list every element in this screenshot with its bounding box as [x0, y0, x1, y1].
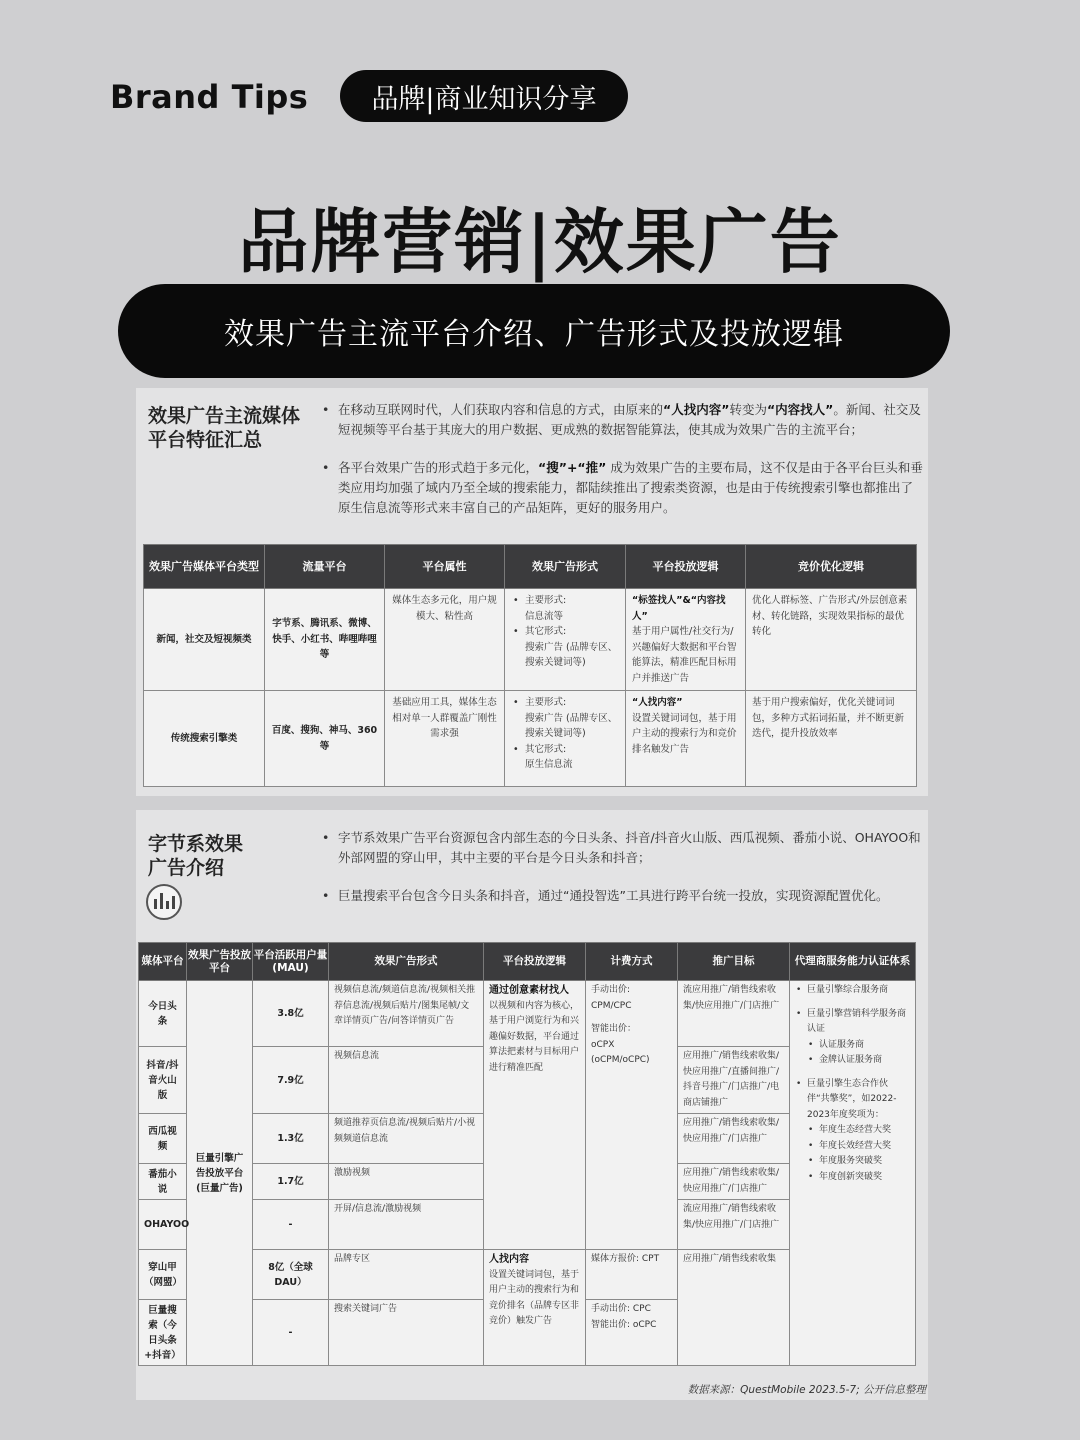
table-row [144, 589, 917, 691]
media-name: 番茄小说 [139, 1164, 187, 1200]
mau-value: 1.3亿 [253, 1114, 329, 1164]
col-header-certification: 代理商服务能力认证体系 [790, 943, 916, 981]
col-header-bid: 竞价优化逻辑 [746, 545, 917, 589]
mau-value: - [253, 1300, 329, 1366]
media-name: 西瓜视频 [139, 1114, 187, 1164]
row-logic: “人找内容” 设置关键词词包，基于用户主动的搜索行为和竞价排名触发广告 [626, 691, 746, 787]
bar-chart-icon [146, 884, 182, 920]
ad-form: 搜索关键词广告 [329, 1300, 484, 1366]
media-name: 今日头条 [139, 981, 187, 1047]
col-header-ad-form: 效果广告形式 [329, 943, 484, 981]
promo-goal: 流应用推广/销售线索收集/快应用推广/门店推广 [678, 1200, 790, 1250]
section1-title [148, 404, 300, 452]
promo-goal: 应用推广/销售线索收集/快应用推广/直播间推广/抖音号推广/门店推广/电商店铺推广 [678, 1047, 790, 1114]
category-pill: 品牌|商业知识分享 [340, 70, 628, 122]
row-attr: 基础应用工具，媒体生态相对单一人群覆盖广刚性需求强 [385, 691, 505, 787]
row-logic: “标签找人”&“内容找人” 基于用户属性/社交行为/兴趣偏好大数据和平台智能算法，精准匹配目标用户并推送广告 [626, 589, 746, 691]
row-platform: 字节系、腾讯系、微博、快手、小红书、哔哩哔哩等 [265, 589, 385, 691]
billing-3: 手动出价: CPC 智能出价: oCPC [586, 1300, 678, 1366]
col-header-form: 效果广告形式 [505, 545, 626, 589]
mau-value: 1.7亿 [253, 1164, 329, 1200]
section1-bullets [320, 400, 924, 518]
delivery-logic-1: 通过创意素材找人 以视频和内容为核心，基于用户浏览行为和兴趣偏好数据，平台通过算法把素材与目标用户进行精准匹配 [484, 981, 586, 1250]
promo-goal: 应用推广/销售线索收集 [678, 1250, 790, 1366]
row-type: 传统搜索引擎类 [144, 691, 265, 787]
row-attr: 媒体生态多元化，用户规模大、粘性高 [385, 589, 505, 691]
billing-1: 手动出价: CPM/CPC 智能出价： oCPX (oCPM/oCPC) [586, 981, 678, 1250]
promo-goal: 流应用推广/销售线索收集/快应用推广/门店推广 [678, 981, 790, 1047]
media-name: 穿山甲（网盟） [139, 1250, 187, 1300]
section2-bullet-1: • 字节系效果广告平台资源包含内部生态的今日头条、抖音/抖音火山版、西瓜视频、番茄小说、OHAYOO和外部网盟的穿山甲，其中主要的平台是今日头条和抖音； [320, 828, 924, 868]
section2-title [148, 832, 243, 880]
certification-cell: • 巨量引擎综合服务商 • 巨量引擎营销科学服务商认证 • 认证服务商 • 金牌认证服务商 • 巨量引擎生态合作伙伴“共擎奖”，如2022-2023年度奖项为： • 年度生态经营大奖 • 年度长效经营大奖 • 年度服务突破奖 • 年度创新突破奖 [790, 981, 916, 1366]
col-header-mau: 平台活跃用户量(MAU) [253, 943, 329, 981]
brand-tips-label: Brand Tips [110, 78, 309, 116]
table-row [139, 981, 916, 1047]
mau-value: 3.8亿 [253, 981, 329, 1047]
section2-bullets [320, 828, 924, 906]
media-name: OHAYOO [139, 1200, 187, 1250]
col-header-media: 媒体平台 [139, 943, 187, 981]
billing-2: 媒体方报价: CPT [586, 1250, 678, 1300]
mau-value: 7.9亿 [253, 1047, 329, 1114]
section1-title-line1: 效果广告主流媒体 [148, 405, 301, 427]
subtitle-banner: 效果广告主流平台介绍、广告形式及投放逻辑 [118, 284, 950, 378]
col-header-attr: 平台属性 [385, 545, 505, 589]
section2-title-line2: 广告介绍 [148, 857, 225, 879]
col-header-ad-platform: 效果广告投放平台 [187, 943, 253, 981]
delivery-logic-2: 人找内容 设置关键词词包，基于用户主动的搜索行为和竞价排名（品牌专区非竞价）触发广告 [484, 1250, 586, 1366]
mau-value: - [253, 1200, 329, 1250]
ad-form: 激励视频 [329, 1164, 484, 1200]
col-header-delivery-logic: 平台投放逻辑 [484, 943, 586, 981]
media-name: 巨量搜索（今日头条+抖音） [139, 1300, 187, 1366]
col-header-traffic: 流量平台 [265, 545, 385, 589]
ad-form: 频道推荐页信息流/视频后贴片/小视频频道信息流 [329, 1114, 484, 1164]
section1-title-line2: 平台特征汇总 [148, 429, 263, 451]
ad-form: 开屏/信息流/激励视频 [329, 1200, 484, 1250]
data-source-note: 数据来源：QuestMobile 2023.5-7; 公开信息整理 [687, 1384, 926, 1396]
col-header-billing: 计费方式 [586, 943, 678, 981]
section2-title-line1: 字节系效果 [148, 833, 244, 855]
ad-form: 视频信息流/频道信息流/视频相关推荐信息流/视频后贴片/图集尾帧/文章详情页广告/问答详情页广告 [329, 981, 484, 1047]
bar-chart-icon-bar [166, 901, 169, 909]
ad-form: 品牌专区 [329, 1250, 484, 1300]
section2-bullet-2: • 巨量搜索平台包含今日头条和抖音，通过“通投智选”工具进行跨平台统一投放，实现资源配置优化。 [320, 886, 924, 906]
promo-goal: 应用推广/销售线索收集/快应用推广/门店推广 [678, 1164, 790, 1200]
row-form: • 主要形式: 搜索广告 (品牌专区、搜索关键词等) • 其它形式: 原生信息流 [505, 691, 626, 787]
ad-form: 视频信息流 [329, 1047, 484, 1114]
row-type: 新闻，社交及短视频类 [144, 589, 265, 691]
col-header-type: 效果广告媒体平台类型 [144, 545, 265, 589]
col-header-goal: 推广目标 [678, 943, 790, 981]
media-name: 抖音/抖音火山版 [139, 1047, 187, 1114]
row-bid: 基于用户搜索偏好，优化关键词词包，多种方式拓词拓量，并不断更新迭代，提升投放效率 [746, 691, 917, 787]
bar-chart-icon-bar [160, 893, 163, 909]
page-title: 品牌营销|效果广告 [238, 200, 842, 283]
section1-bullet-1: • 在移动互联网时代，人们获取内容和信息的方式，由原来的“人找内容”转变为“内容找人”。新闻、社交及短视频等平台基于其庞大的用户数据、更成熟的数据智能算法，使其成为效果广告的主流平台； [320, 400, 924, 440]
ad-platform-cell: 巨量引擎广告投放平台(巨量广告) [187, 981, 253, 1366]
col-header-logic: 平台投放逻辑 [626, 545, 746, 589]
bar-chart-icon-bar [172, 896, 175, 909]
section1-bullet-2: • 各平台效果广告的形式趋于多元化，“搜”+“推” 成为效果广告的主要布局，这不仅是由于各平台巨头和垂类应用均加强了域内乃至全域的搜索能力，都陆续推出了搜索类资源，也是由于传统搜索引擎也都推出了原生信息流等形式来丰富自己的产品矩阵，更好的服务用户。 [320, 458, 924, 518]
table-row [144, 691, 917, 787]
bytedance-table [138, 942, 916, 1366]
media-platform-table [143, 544, 917, 787]
bar-chart-icon-bar [154, 899, 157, 909]
mau-value: 8亿（全球DAU） [253, 1250, 329, 1300]
promo-goal: 应用推广/销售线索收集/快应用推广/门店推广 [678, 1114, 790, 1164]
row-bid: 优化人群标签、广告形式/外层创意素材、转化链路，实现效果指标的最优转化 [746, 589, 917, 691]
row-platform: 百度、搜狗、神马、360等 [265, 691, 385, 787]
row-form: • 主要形式: 信息流等 • 其它形式: 搜索广告 (品牌专区、搜索关键词等) [505, 589, 626, 691]
